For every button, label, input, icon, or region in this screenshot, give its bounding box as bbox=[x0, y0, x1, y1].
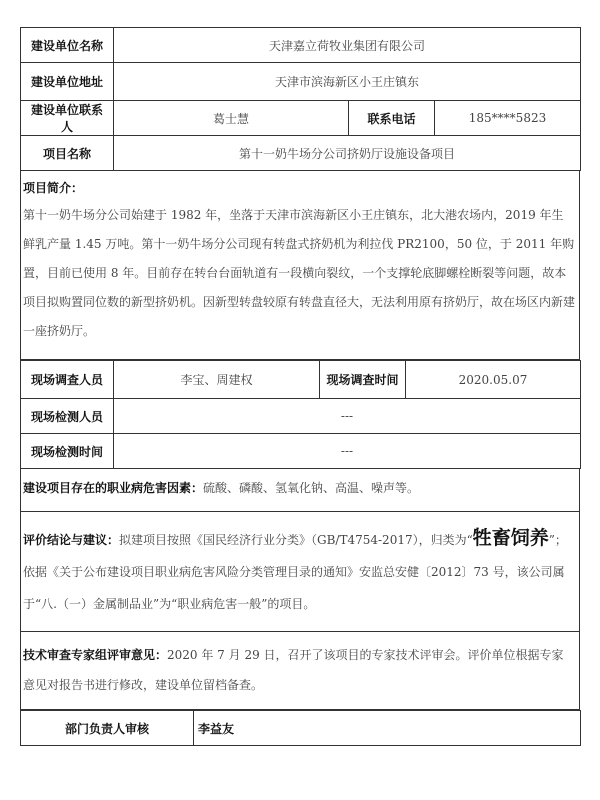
review-section bbox=[20, 632, 580, 710]
contact-value: 葛士慧 bbox=[114, 101, 349, 136]
survey-time-value: 2020.05.07 bbox=[406, 361, 581, 399]
contact-label: 建设单位联系人 bbox=[21, 101, 114, 136]
project-intro-text: 第十一奶牛场分公司始建于 1982 年，坐落于天津市滨海新区小王庄镇东，北大港农场内，2019 年生鲜乳产量 1.45 万吨。第十一奶牛场分公司现有转盘式挤奶机为利拉伐 PR2100，50 位，于 2011 年购置，目前已使用 8 年。目前存在转台台面轨道有一段横向裂纹，一个支撑轮底脚螺栓断裂等问题，故本项目拟购置同位数的新型挤奶机。因新型转盘较原有转盘直径大，无法利用原有挤奶厅，故在场区内新建一座挤奶厅。 bbox=[23, 208, 576, 338]
phone-label: 联系电话 bbox=[349, 101, 435, 136]
project-name-value: 第十一奶牛场分公司挤奶厅设施设备项目 bbox=[114, 136, 581, 171]
unit-address-value: 天津市滨海新区小王庄镇东 bbox=[114, 63, 581, 101]
detect-time-label: 现场检测时间 bbox=[21, 434, 114, 469]
approval-value: 李益友 bbox=[194, 711, 581, 746]
unit-name-value: 天津嘉立荷牧业集团有限公司 bbox=[114, 28, 581, 63]
project-intro-section bbox=[20, 171, 580, 360]
survey-staff-label: 现场调查人员 bbox=[21, 361, 114, 399]
survey-time-label: 现场调查时间 bbox=[320, 361, 406, 399]
detect-staff-label: 现场检测人员 bbox=[21, 399, 114, 434]
project-name-row bbox=[21, 136, 581, 171]
basic-info-table bbox=[20, 27, 581, 171]
phone-value: 185****5823 bbox=[435, 101, 581, 136]
approval-table bbox=[20, 710, 581, 746]
detect-time-row bbox=[21, 434, 581, 469]
contact-row bbox=[21, 101, 581, 136]
project-intro-heading: 项目简介： bbox=[23, 181, 84, 195]
hazard-section bbox=[20, 469, 580, 512]
conclusion-heading: 评价结论与建议： bbox=[23, 533, 120, 547]
review-text: 2020 年 7 月 29 日，召开了该项目的专家技术评审会。评价单位根据专家意见对报告书进行修改，建设单位留档备查。 bbox=[23, 648, 564, 692]
conclusion-section bbox=[20, 512, 580, 632]
conclusion-text-b: ”；依据《关于公布建设项目职业病危害风险分类管理目录的通知》安监总安健〔2012〕73 号，该公司属于“八.（一）金属制品业”为“职业病危害一般”的项目。 bbox=[23, 533, 567, 611]
detect-staff-row bbox=[21, 399, 581, 434]
review-heading: 技术审查专家组评审意见： bbox=[23, 648, 168, 662]
approval-row bbox=[21, 711, 581, 746]
hazard-text: 硫酸、磷酸、氢氧化钠、高温、噪声等。 bbox=[203, 481, 420, 495]
conclusion-emphasis: 牲畜饲养 bbox=[472, 527, 549, 549]
survey-staff-row bbox=[21, 361, 581, 399]
hazard-heading: 建设项目存在的职业病危害因素： bbox=[23, 481, 204, 495]
unit-name-label: 建设单位名称 bbox=[21, 28, 114, 63]
unit-address-row bbox=[21, 63, 581, 101]
unit-name-row bbox=[21, 28, 581, 63]
project-name-label: 项目名称 bbox=[21, 136, 114, 171]
approval-label: 部门负责人审核 bbox=[21, 711, 194, 746]
survey-table bbox=[20, 360, 581, 469]
conclusion-text-a: 拟建项目按照《国民经济行业分类》（GB/T4754-2017），归类为“ bbox=[119, 533, 473, 547]
unit-address-label: 建设单位地址 bbox=[21, 63, 114, 101]
detect-time-value: --- bbox=[114, 434, 581, 469]
assessment-form bbox=[20, 27, 580, 746]
survey-staff-value: 李宝、周建权 bbox=[114, 361, 320, 399]
detect-staff-value: --- bbox=[114, 399, 581, 434]
